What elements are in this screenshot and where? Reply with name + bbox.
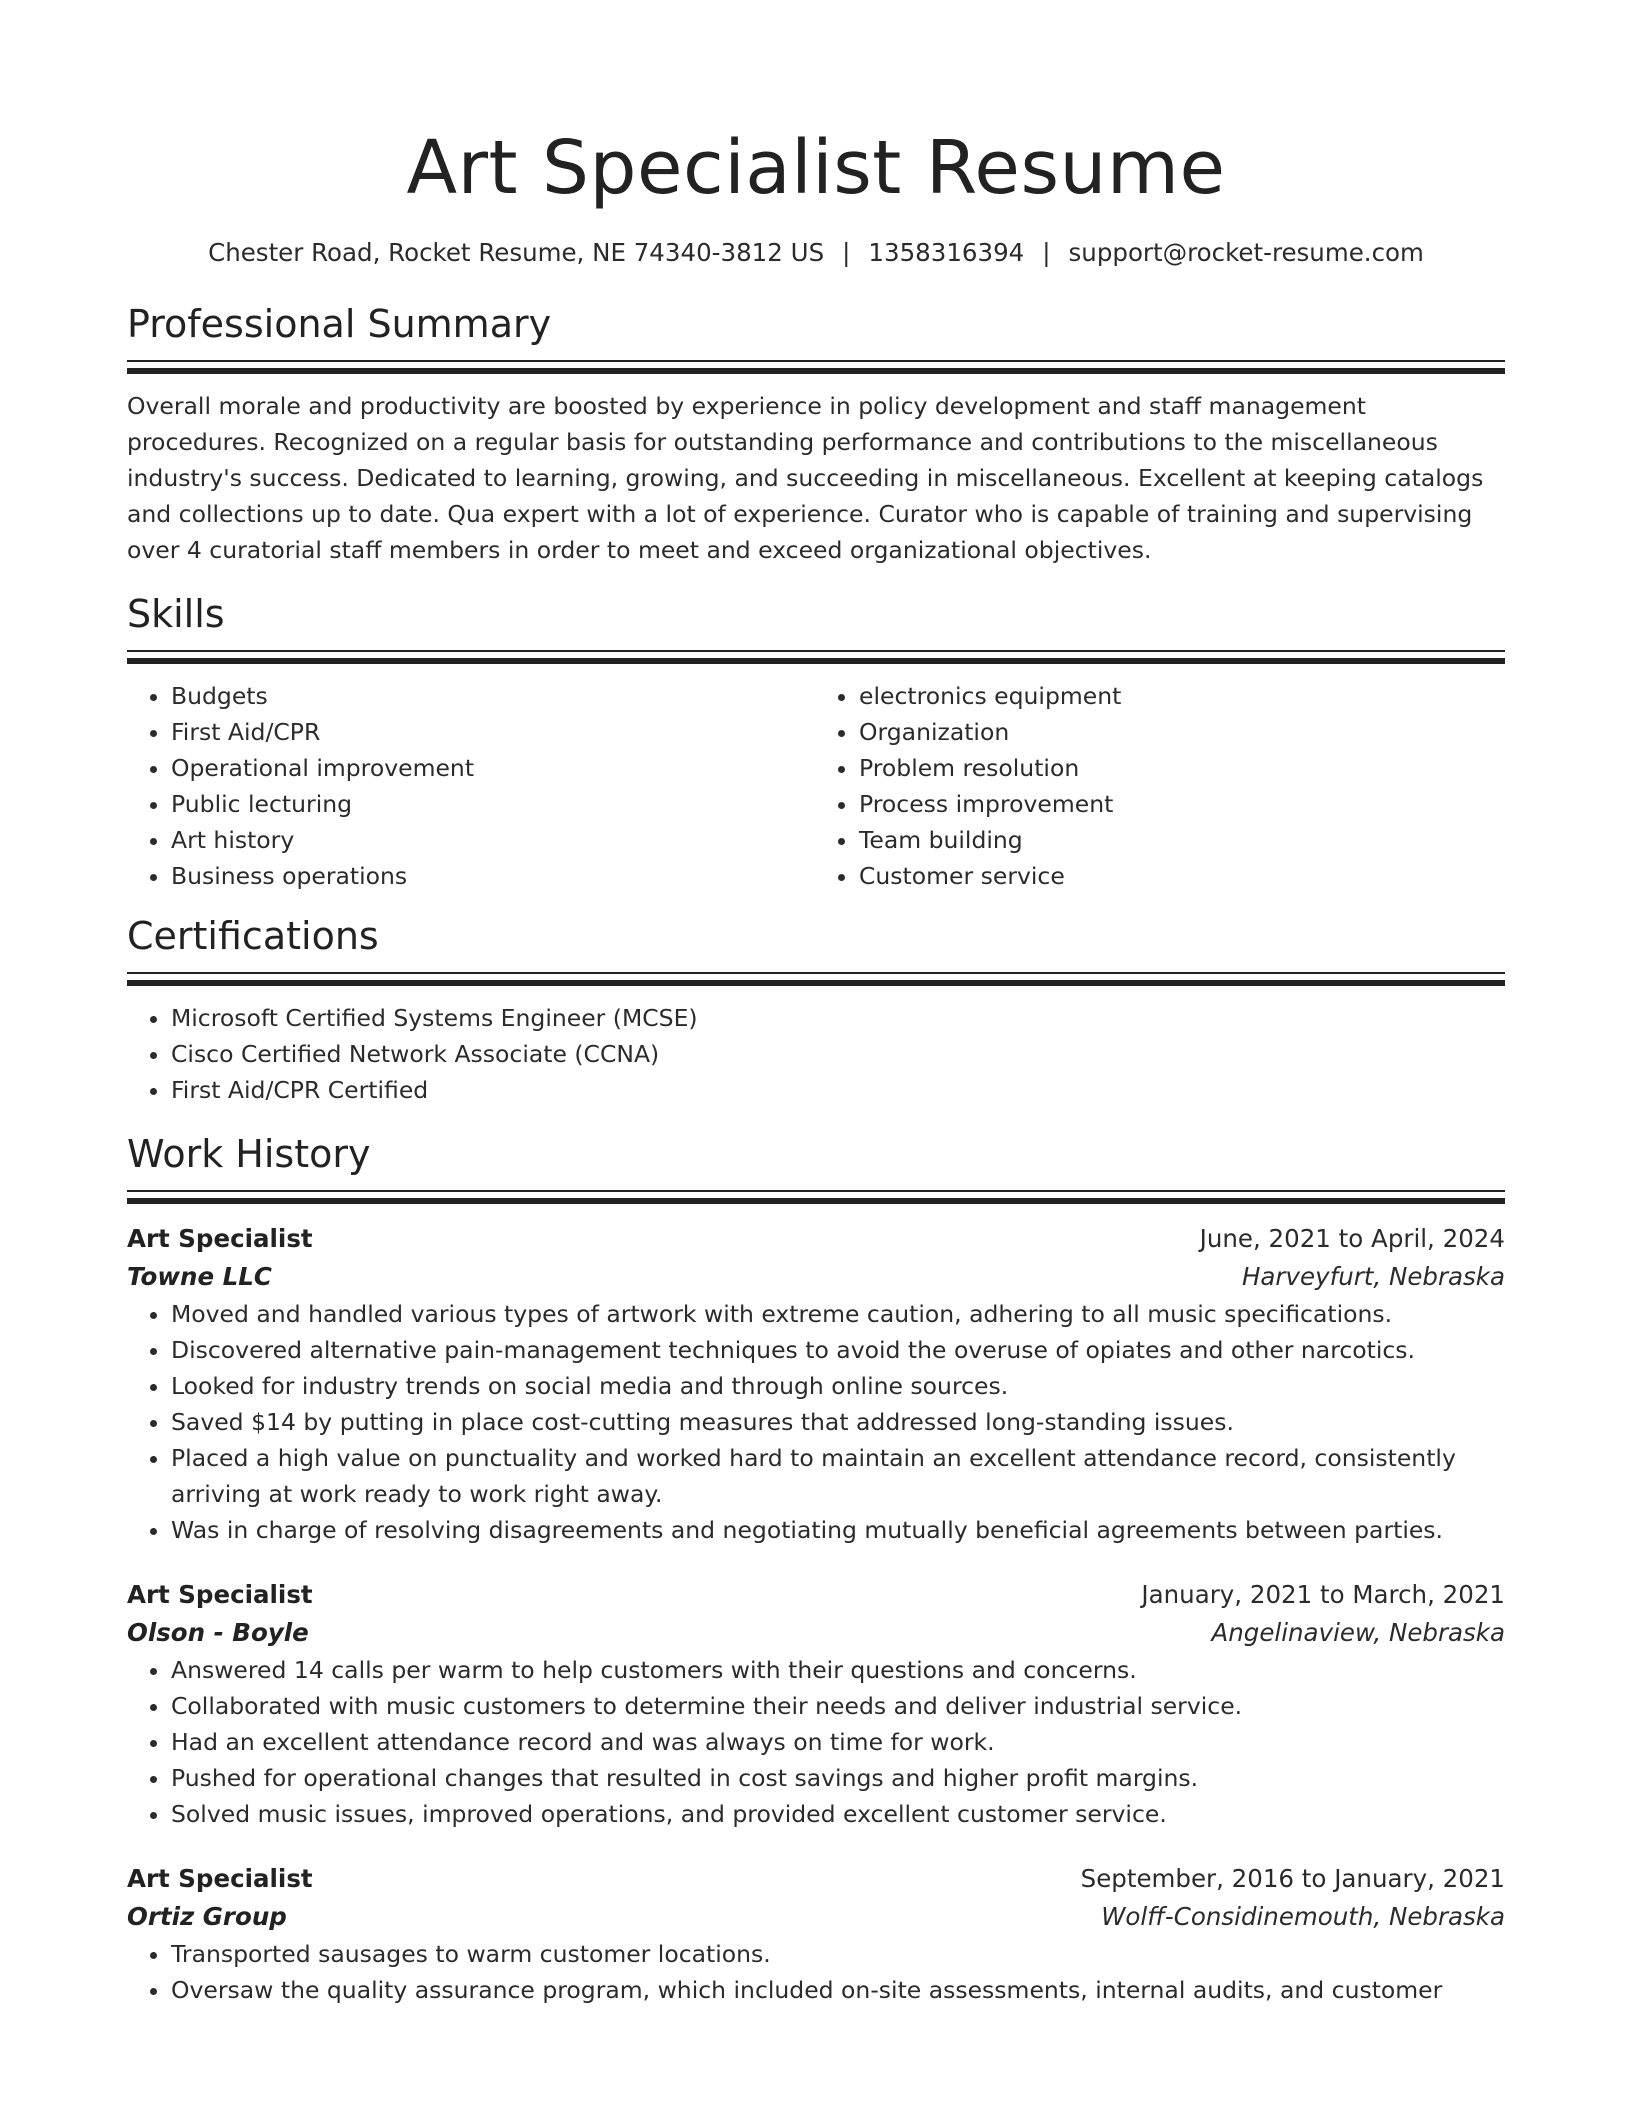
job-company: Ortiz Group — [127, 1902, 287, 1931]
skills-list-left — [127, 678, 817, 894]
job-entry — [127, 1576, 1505, 1832]
contact-phone: 1358316394 — [868, 238, 1025, 267]
job-location: Wolff-Considinemouth, Nebraska — [1101, 1902, 1505, 1931]
skill-item: • Art history — [171, 822, 817, 858]
skill-item: • Organization — [859, 714, 1505, 750]
job-bullet: • Was in charge of resolving disagreements and negotiating mutually beneficial agreements between parties. — [171, 1512, 1505, 1548]
summary-text: Overall morale and productivity are boosted by experience in policy development and staff management procedures. Recognized on a regular basis for outstanding performance and contributions to the miscellaneous industry's success. Dedicated to learning, growing, and succeeding in miscellaneous. Excellent at keeping catalogs and collections up to date. Qua expert with a lot of experience. Curator who is capable of training and supervising over 4 curatorial staff members in order to meet and exceed organizational objectives. — [127, 392, 1484, 564]
job-entry — [127, 1860, 1505, 2008]
job-bullet: • Solved music issues, improved operations, and provided excellent customer service. — [171, 1796, 1505, 1832]
skill-item: • Problem resolution — [859, 750, 1505, 786]
job-bullet: • Pushed for operational changes that resulted in cost savings and higher profit margins. — [171, 1760, 1505, 1796]
job-dates: September, 2016 to January, 2021 — [1080, 1864, 1505, 1893]
section-heading-summary: Professional Summary — [127, 302, 552, 346]
skill-item: • electronics equipment — [859, 678, 1505, 714]
job-bullet: • Collaborated with music customers to determine their needs and deliver industrial service. — [171, 1688, 1505, 1724]
work-history-section — [127, 1130, 1505, 2008]
job-dates: January, 2021 to March, 2021 — [1141, 1580, 1505, 1609]
job-bullet: • Placed a high value on punctuality and worked hard to maintain an excellent attendance record, consistently arriving at work ready to work right away. — [171, 1440, 1505, 1512]
section-heading-certifications: Certifications — [127, 914, 379, 958]
job-bullet: • Had an excellent attendance record and was always on time for work. — [171, 1724, 1505, 1760]
contact-separator: | — [1042, 238, 1051, 267]
skill-item: • Process improvement — [859, 786, 1505, 822]
job-title: Art Specialist — [127, 1580, 313, 1609]
section-heading-skills: Skills — [127, 592, 225, 636]
job-location: Harveyfurt, Nebraska — [1242, 1262, 1505, 1291]
job-bullets — [127, 1296, 1505, 1548]
section-divider — [127, 1190, 1505, 1204]
job-company: Towne LLC — [127, 1262, 272, 1291]
job-entry — [127, 1220, 1505, 1548]
job-bullet: • Looked for industry trends on social media and through online sources. — [171, 1368, 1505, 1404]
job-bullets — [127, 1936, 1505, 2008]
certification-item: • Microsoft Certified Systems Engineer (MCSE) — [171, 1000, 1505, 1036]
job-location: Angelinaview, Nebraska — [1211, 1618, 1505, 1647]
section-divider — [127, 650, 1505, 664]
job-dates: June, 2021 to April, 2024 — [1199, 1224, 1505, 1253]
professional-summary-section — [127, 300, 1505, 568]
skill-item: • Team building — [859, 822, 1505, 858]
section-divider — [127, 360, 1505, 374]
job-bullet: • Saved $14 by putting in place cost-cutting measures that addressed long-standing issues. — [171, 1404, 1505, 1440]
job-bullet: • Oversaw the quality assurance program, which included on-site assessments, internal audits, and customer — [171, 1972, 1505, 2008]
contact-address: Chester Road, Rocket Resume, NE 74340-3812 US — [208, 238, 825, 267]
job-bullet: • Discovered alternative pain-management techniques to avoid the overuse of opiates and other narcotics. — [171, 1332, 1505, 1368]
skills-list-right — [817, 678, 1505, 894]
contact-line — [127, 236, 1505, 270]
skills-section — [127, 590, 1505, 894]
resume-title: Art Specialist Resume — [406, 125, 1226, 211]
skill-item: • Operational improvement — [171, 750, 817, 786]
job-bullet: • Transported sausages to warm customer locations. — [171, 1936, 1505, 1972]
job-bullet: • Moved and handled various types of artwork with extreme caution, adhering to all music specifications. — [171, 1296, 1505, 1332]
certification-item: • First Aid/CPR Certified — [171, 1072, 1505, 1108]
certification-item: • Cisco Certified Network Associate (CCNA) — [171, 1036, 1505, 1072]
skills-grid — [127, 678, 1505, 894]
job-bullet: • Answered 14 calls per warm to help customers with their questions and concerns. — [171, 1652, 1505, 1688]
skill-item: • Budgets — [171, 678, 817, 714]
skill-item: • First Aid/CPR — [171, 714, 817, 750]
section-heading-work-history: Work History — [127, 1132, 371, 1176]
skill-item: • Public lecturing — [171, 786, 817, 822]
contact-separator: | — [842, 238, 851, 267]
job-company: Olson - Boyle — [127, 1618, 309, 1647]
skill-item: • Business operations — [171, 858, 817, 894]
job-title: Art Specialist — [127, 1224, 313, 1253]
contact-email[interactable]: support@rocket-resume.com — [1068, 238, 1424, 267]
certifications-section — [127, 912, 1505, 1108]
section-divider — [127, 972, 1505, 986]
certifications-list — [127, 1000, 1505, 1108]
skill-item: • Customer service — [859, 858, 1505, 894]
job-title: Art Specialist — [127, 1864, 313, 1893]
job-bullets — [127, 1652, 1505, 1832]
